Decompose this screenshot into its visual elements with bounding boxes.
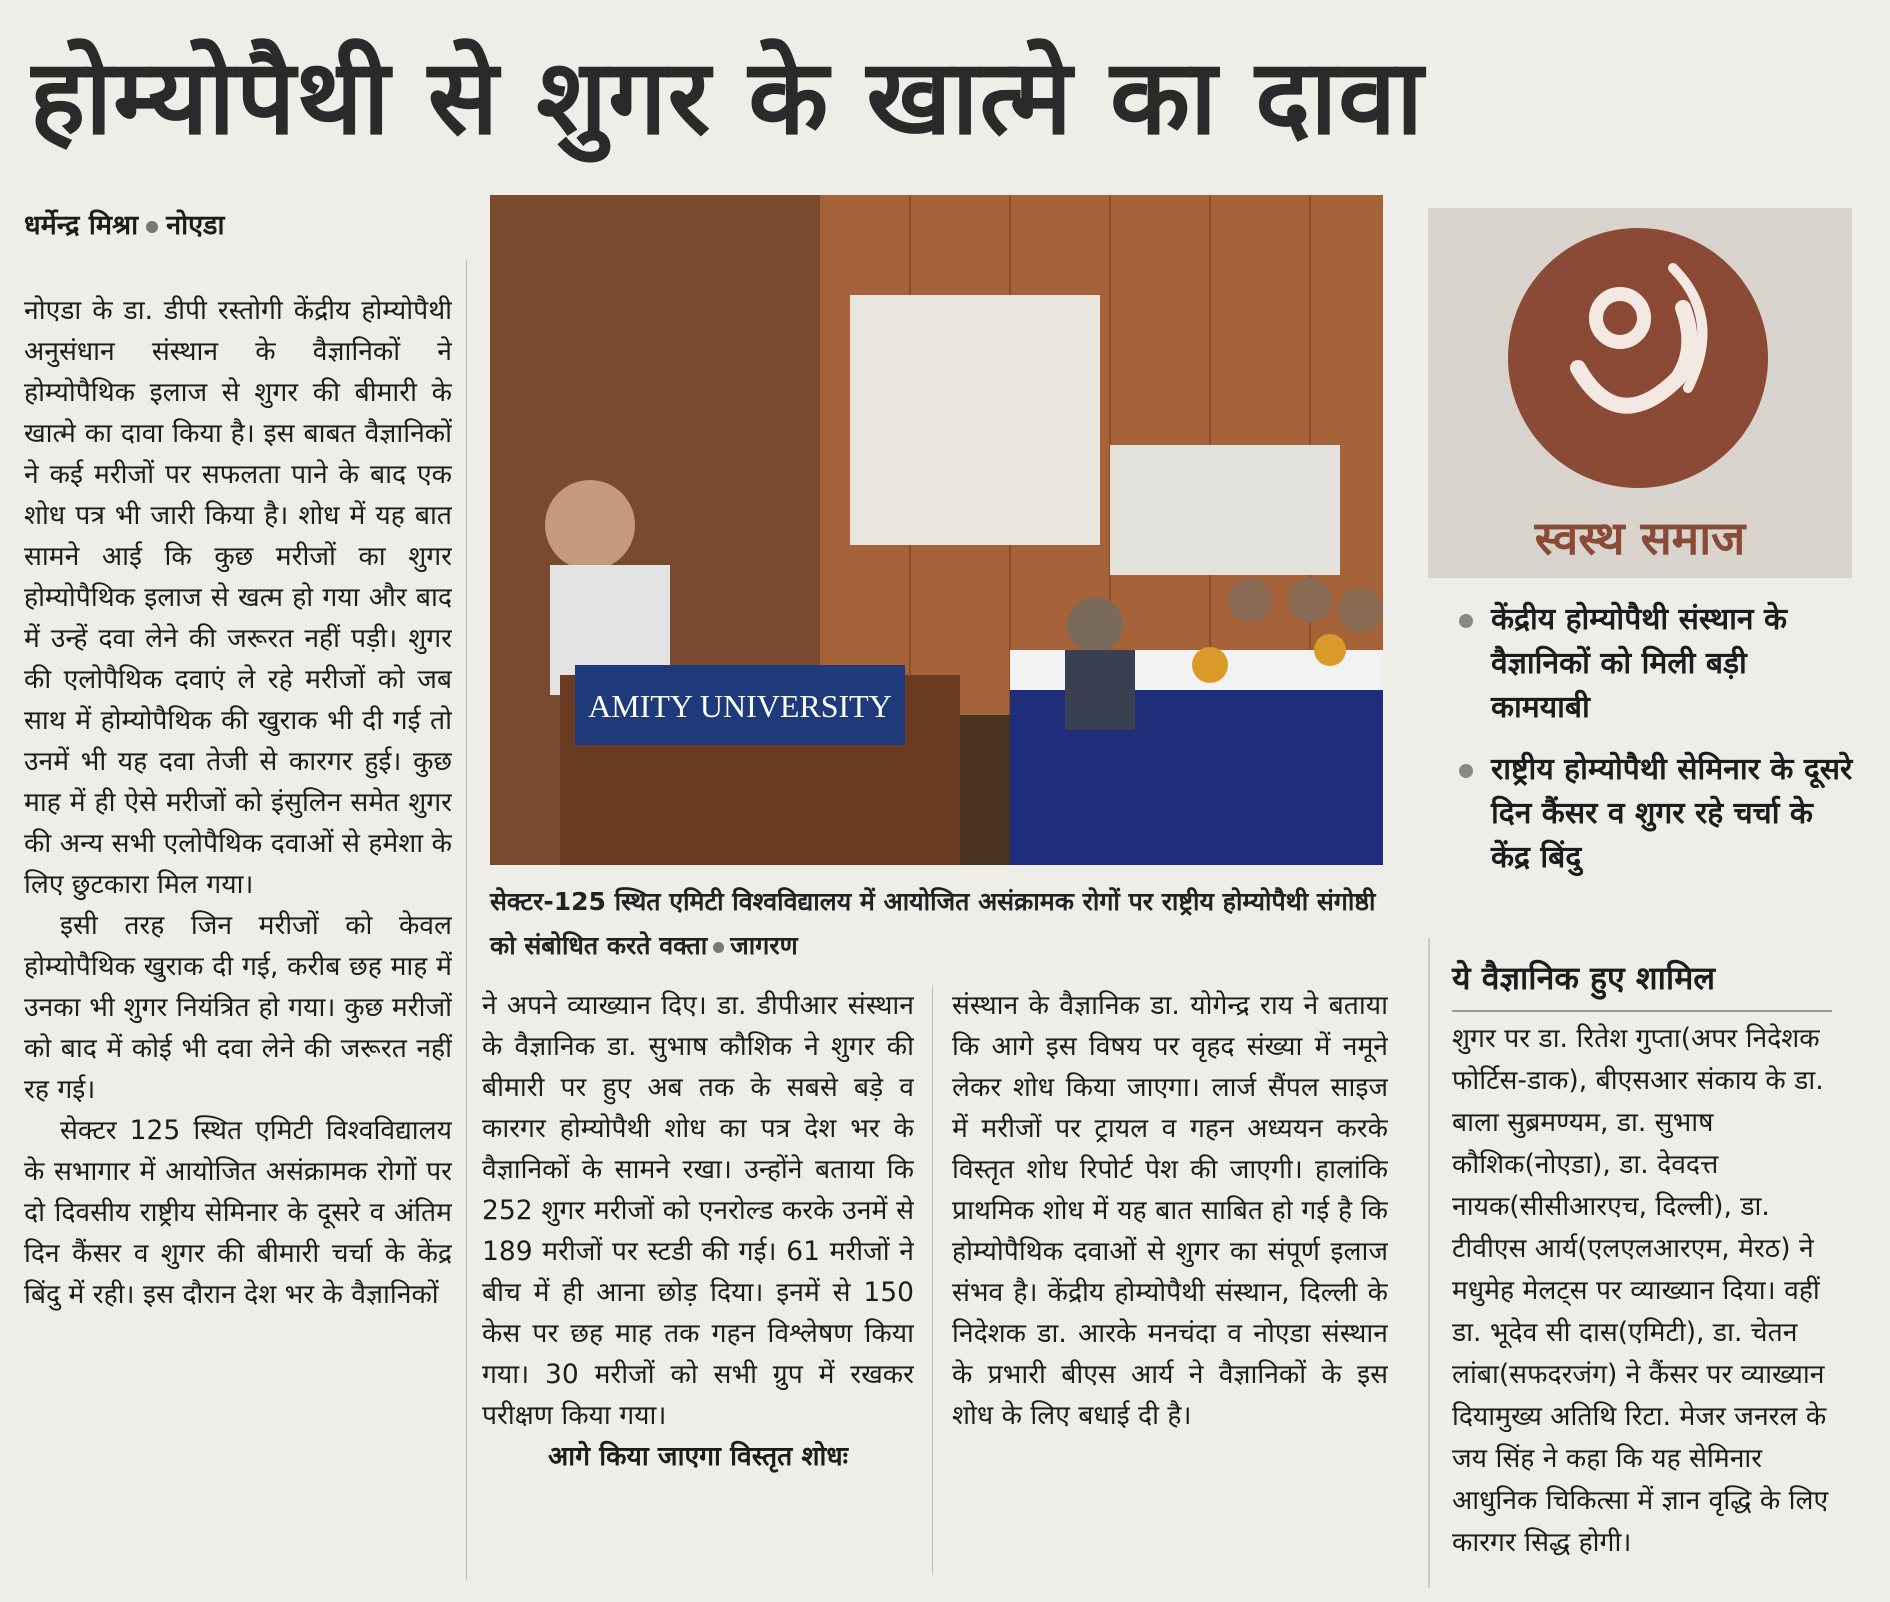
- column-divider: [932, 985, 933, 1575]
- event-photo: [490, 195, 1383, 865]
- section-logo-panel: [1428, 208, 1852, 578]
- article-column-1: [24, 290, 452, 1570]
- caption-text: सेक्टर-125 स्थित एमिटी विश्वविद्यालय में आयोजित असंक्रामक रोगों पर राष्ट्रीय होम्योपैथी संगोष्ठी को संबोधित करते वक्ता: [490, 887, 1376, 960]
- highlight-text: राष्ट्रीय होम्योपैथी सेमिनार के दूसरे दिन कैंसर व शुगर रहे चर्चा के केंद्र बिंदु: [1491, 752, 1853, 875]
- article-column-3: [952, 985, 1388, 1575]
- photo-credit: जागरण: [730, 931, 798, 960]
- list-item: [1455, 598, 1855, 730]
- byline-place: नोएडा: [166, 210, 225, 241]
- column-divider: [466, 260, 467, 1580]
- photo-caption: [490, 880, 1383, 970]
- list-item: [1455, 748, 1855, 880]
- paragraph: सेक्टर 125 स्थित एमिटी विश्वविद्यालय के सभागार में आयोजित असंक्रामक रोगों पर दो दिवसीय राष्ट्रीय सेमिनार के दूसरे व अंतिम दिन कैंसर व शुगर की बीमारी चर्चा के केंद्र बिंदु में रही। इस दौरान देश भर के वैज्ञानिकों: [24, 1115, 452, 1310]
- paragraph: इसी तरह जिन मरीजों को केवल होम्योपैथिक खुराक दी गई, करीब छह माह में उनका भी शुगर नियंत्रित हो गया। कुछ मरीजों को बाद में कोई भी दवा लेने की जरूरत नहीं रह गई।: [24, 910, 452, 1105]
- podium-text: AMITY UNIVERSITY: [588, 688, 892, 724]
- bullet-dot-icon: [146, 221, 158, 233]
- bullet-dot-icon: [1459, 614, 1473, 628]
- photo-illustration: [490, 195, 1383, 865]
- article-column-2: [482, 985, 914, 1575]
- paragraph: ने अपने व्याख्यान दिए। डा. डीपीआर संस्थान के वैज्ञानिक डा. सुभाष कौशिक ने शुगर की बीमारी पर हुए अब तक के सबसे बड़े व कारगर होम्योपैथी शोध का पत्र देश भर के वैज्ञानिकों के सामने रखा। उन्होंने बताया कि 252 शुगर मरीजों को एनरोल्ड करके उनमें से 189 मरीजों पर स्टडी की गई। 61 मरीजों ने बीच में ही आना छोड़ दिया। इनमें से 150 केस पर छह माह तक गहन विश्लेषण किया गया। 30 मरीजों को सभी ग्रुप में रखकर परीक्षण किया गया।: [482, 990, 914, 1431]
- bullet-dot-icon: [1459, 764, 1473, 778]
- paragraph: नोएडा के डा. डीपी रस्तोगी केंद्रीय होम्योपैथी अनुसंधान संस्थान के वैज्ञानिकों ने होम्योपैथिक इलाज से शुगर की बीमारी के खात्मे का दावा किया है। इस बाबत वैज्ञानिकों ने कई मरीजों पर सफलता पाने के बाद एक शोध पत्र भी जारी किया है। शोध में यह बात सामने आई कि कुछ मरीजों का शुगर होम्योपैथिक इलाज से खत्म हो गया और बाद में उन्हें दवा लेने की जरूरत नहीं पड़ी। शुगर की एलोपैथिक दवाएं ले रहे मरीजों को जब साथ में होम्योपैथिक की खुराक भी दी गई तो उनमें भी यह दवा तेजी से कारगर हुई। कुछ माह में ही ऐसे मरीजों को इंसुलिन समेत शुगर की अन्य सभी एलोपैथिक दवाओं से हमेशा के लिए छुटकारा मिल गया।: [24, 295, 452, 900]
- divider: [1452, 1010, 1832, 1012]
- byline: [24, 205, 224, 245]
- box-text: शुगर पर डा. रितेश गुप्ता(अपर निदेशक फोर्टिस-डाक), बीएसआर संकाय के डा. बाला सुब्रमण्यम, डा. सुभाष कौशिक(नोएडा), डा. देवदत्त नायक(सीसीआरएच, दिल्ली), डा. टीवीएस आर्य(एलएलआरएम, मेरठ) ने मधुमेह मेलट्स पर व्याख्यान दिया। वहीं डा. भूदेव सी दास(एमिटी), डा. चेतन लांबा(सफदरजंग) ने कैंसर पर व्याख्यान दियामुख्य अतिथि रिटा. मेजर जनरल के जय सिंह ने कहा कि यह सेमिनार आधुनिक चिकित्सा में ज्ञान वृद्धि के लिए कारगर सिद्ध होगी।: [1452, 1023, 1829, 1558]
- section-label: स्वस्थ समाज: [1534, 511, 1746, 565]
- headline: होम्योपैथी से शुगर के खात्मे का दावा: [30, 36, 1425, 158]
- box-title: ये वैज्ञानिक हुए शामिल: [1452, 959, 1716, 997]
- bullet-dot-icon: [713, 942, 724, 953]
- highlight-text: केंद्रीय होम्योपैथी संस्थान के वैज्ञानिकों को मिली बड़ी कामयाबी: [1491, 602, 1788, 725]
- participants-box: [1428, 938, 1854, 1588]
- subhead: आगे किया जाएगा विस्तृत शोधः: [548, 1441, 848, 1472]
- paragraph: संस्थान के वैज्ञानिक डा. योगेन्द्र राय ने बताया कि आगे इस विषय पर वृहद संख्या में नमूने लेकर शोध किया जाएगा। लार्ज सैंपल साइज में मरीजों पर ट्रायल व गहन अध्ययन करके विस्तृत शोध रिपोर्ट पेश की जाएगी। हालांकि प्राथमिक शोध में यह बात साबित हो गई है कि होम्योपैथिक दवाओं से शुगर का संपूर्ण इलाज संभव है। केंद्रीय होम्योपैथी संस्थान, दिल्ली के निदेशक डा. आरके मनचंदा व नोएडा संस्थान के प्रभारी बीएस आर्य ने वैज्ञानिकों के इस शोध के लिए बधाई दी है।: [952, 990, 1388, 1431]
- swasth-samaj-logo-icon: [1508, 228, 1768, 488]
- highlights-list: [1455, 598, 1855, 898]
- byline-author: धर्मेन्द्र मिश्रा: [24, 210, 139, 241]
